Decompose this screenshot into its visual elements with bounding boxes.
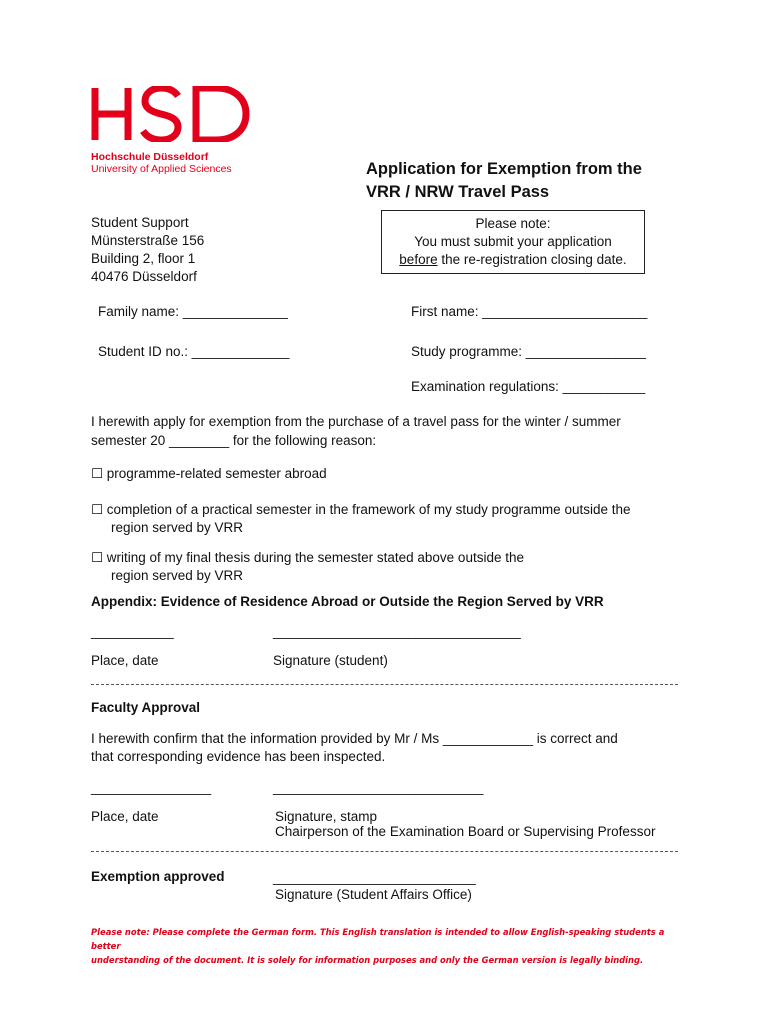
- logo-tagline: University of Applied Sciences: [91, 163, 232, 175]
- application-text-line-2[interactable]: semester 20 ________ for the following reason:: [91, 433, 377, 448]
- checkbox-icon[interactable]: ☐: [91, 502, 104, 517]
- option-label: writing of my final thesis during the semester stated above outside the: [106, 550, 524, 565]
- section-divider: [91, 684, 678, 685]
- faculty-signature-label: Signature, stamp: [275, 809, 378, 824]
- faculty-place-date-label: Place, date: [91, 809, 159, 824]
- faculty-place-date-line[interactable]: ________________: [91, 780, 212, 795]
- option-label: completion of a practical semester in the framework of my study programme outside the: [106, 502, 631, 517]
- option-label: programme-related semester abroad: [106, 466, 327, 481]
- first-name-field[interactable]: First name: ______________________: [411, 304, 648, 319]
- exam-regulations-field[interactable]: Examination regulations: ___________: [411, 379, 646, 394]
- appendix-heading: Appendix: Evidence of Residence Abroad or Outside the Region Served by VRR: [91, 594, 604, 609]
- option-final-thesis[interactable]: [91, 549, 524, 585]
- address-line: 40476 Düsseldorf: [91, 269, 197, 284]
- option-label-cont: region served by VRR: [111, 520, 244, 535]
- family-name-field[interactable]: Family name: ______________: [98, 304, 288, 319]
- faculty-signatory-title: Chairperson of the Examination Board or Supervising Professor: [275, 824, 656, 839]
- student-signature-label: Signature (student): [273, 653, 388, 668]
- deadline-note-box: [381, 210, 645, 274]
- application-text-line-1: I herewith apply for exemption from the purchase of a travel pass for the winter / summer: [91, 414, 621, 429]
- note-heading: Please note:: [475, 216, 551, 231]
- faculty-signature-line[interactable]: ____________________________: [273, 780, 484, 795]
- option-practical-semester[interactable]: [91, 501, 631, 537]
- note-emphasis: before: [399, 252, 438, 267]
- option-label-cont: region served by VRR: [111, 568, 244, 583]
- faculty-confirm-line-1[interactable]: I herewith confirm that the information provided by Mr / Ms ____________ is correct and: [91, 731, 618, 746]
- legal-disclaimer: [91, 925, 681, 967]
- faculty-approval-heading: Faculty Approval: [91, 700, 201, 715]
- exemption-approved-label: Exemption approved: [91, 869, 225, 884]
- student-id-field[interactable]: Student ID no.: _____________: [98, 344, 290, 359]
- office-address: [91, 214, 204, 286]
- faculty-confirm-line-2: that corresponding evidence has been inspected.: [91, 749, 386, 764]
- title-line-1: Application for Exemption from the: [366, 160, 642, 178]
- note-line-rest: the re-registration closing date.: [437, 252, 627, 267]
- address-line: Student Support: [91, 215, 189, 230]
- study-programme-field[interactable]: Study programme: ________________: [411, 344, 646, 359]
- address-line: Münsterstraße 156: [91, 233, 205, 248]
- disclaimer-line: Please note: Please complete the German form. This English translation is intended to allow English-speaking students a better: [91, 927, 665, 951]
- option-semester-abroad[interactable]: [91, 465, 327, 483]
- student-place-date-line[interactable]: ___________: [91, 624, 174, 639]
- address-line: Building 2, floor 1: [91, 251, 196, 266]
- student-signature-line[interactable]: _________________________________: [273, 624, 521, 639]
- disclaimer-line: understanding of the document. It is solely for information purposes and only the German version is legally binding.: [91, 955, 644, 965]
- note-line: You must submit your application: [414, 234, 612, 249]
- checkbox-icon[interactable]: ☐: [91, 550, 104, 565]
- office-signature-label: Signature (Student Affairs Office): [275, 887, 472, 902]
- checkbox-icon[interactable]: ☐: [91, 466, 104, 481]
- office-signature-line[interactable]: ___________________________: [273, 870, 476, 885]
- student-place-date-label: Place, date: [91, 653, 159, 668]
- section-divider: [91, 851, 678, 852]
- title-line-2: VRR / NRW Travel Pass: [366, 183, 550, 201]
- note-line: [382, 251, 644, 269]
- hsd-logo: [90, 86, 252, 142]
- logo-institution-name: Hochschule Düsseldorf: [91, 151, 209, 163]
- document-title: [366, 158, 642, 204]
